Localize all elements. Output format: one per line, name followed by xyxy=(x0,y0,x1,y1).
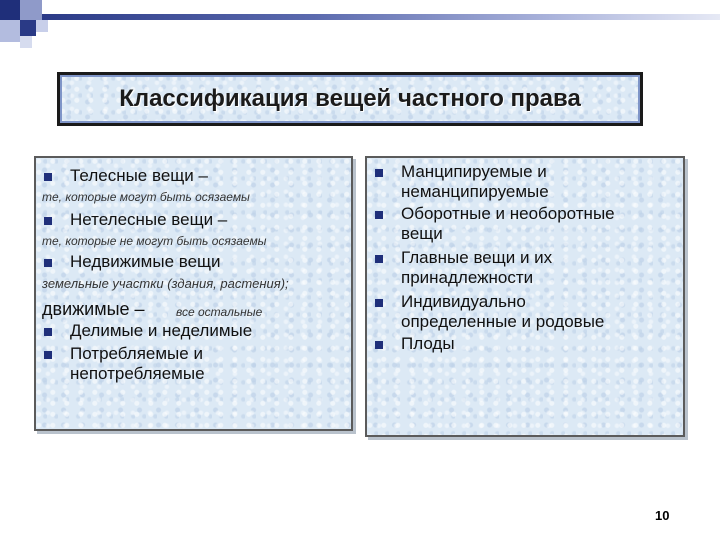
corner-square-pale xyxy=(20,36,32,48)
bullet-square-icon xyxy=(375,169,383,177)
bullet-square-icon xyxy=(375,341,383,349)
corner-square-pale xyxy=(36,20,48,32)
item-label: Недвижимые вещи xyxy=(70,252,221,271)
item-label: Оборотные и необоротные xyxy=(401,204,615,223)
item-label-continued: вещи xyxy=(401,224,443,243)
corner-square-dark xyxy=(20,20,36,36)
item-label: Делимые и неделимые xyxy=(70,321,253,340)
item-label-continued: непотребляемые xyxy=(70,364,205,383)
item-label: Главные вещи и их xyxy=(401,248,553,267)
item-description: те, которые не могут быть осязаемы xyxy=(42,234,267,248)
left-panel xyxy=(34,156,353,431)
bullet-square-icon xyxy=(44,217,52,225)
top-gradient-bar xyxy=(42,14,720,20)
item-description: все остальные xyxy=(176,305,263,319)
item-label: движимые – xyxy=(42,299,145,319)
item-label: Телесные вещи – xyxy=(70,166,208,185)
bullet-square-icon xyxy=(44,351,52,359)
bullet-square-icon xyxy=(375,211,383,219)
bullet-square-icon xyxy=(44,328,52,336)
bullet-square-icon xyxy=(375,299,383,307)
item-label: Манципируемые и xyxy=(401,162,547,181)
bullet-square-icon xyxy=(375,255,383,263)
item-label: Индивидуально xyxy=(401,292,526,311)
bullet-square-icon xyxy=(44,173,52,181)
item-description: земельные участки (здания, растения); xyxy=(42,276,289,291)
bullet-square-icon xyxy=(44,259,52,267)
item-description: те, которые могут быть осязаемы xyxy=(42,190,250,204)
item-label-continued: принадлежности xyxy=(401,268,534,287)
title-box xyxy=(57,72,643,126)
item-label-continued: неманципируемые xyxy=(401,182,549,201)
item-label-continued: определенные и родовые xyxy=(401,312,605,331)
page-number: 10 xyxy=(655,508,670,523)
right-panel xyxy=(365,156,685,437)
item-label: Нетелесные вещи – xyxy=(70,210,228,229)
corner-square-dark xyxy=(0,0,20,20)
slide-title: Классификация вещей частного права xyxy=(119,85,581,112)
corner-square-light xyxy=(20,0,42,20)
corner-square-light xyxy=(0,20,20,42)
item-label: Плоды xyxy=(401,334,455,353)
item-label: Потребляемые и xyxy=(70,344,203,363)
